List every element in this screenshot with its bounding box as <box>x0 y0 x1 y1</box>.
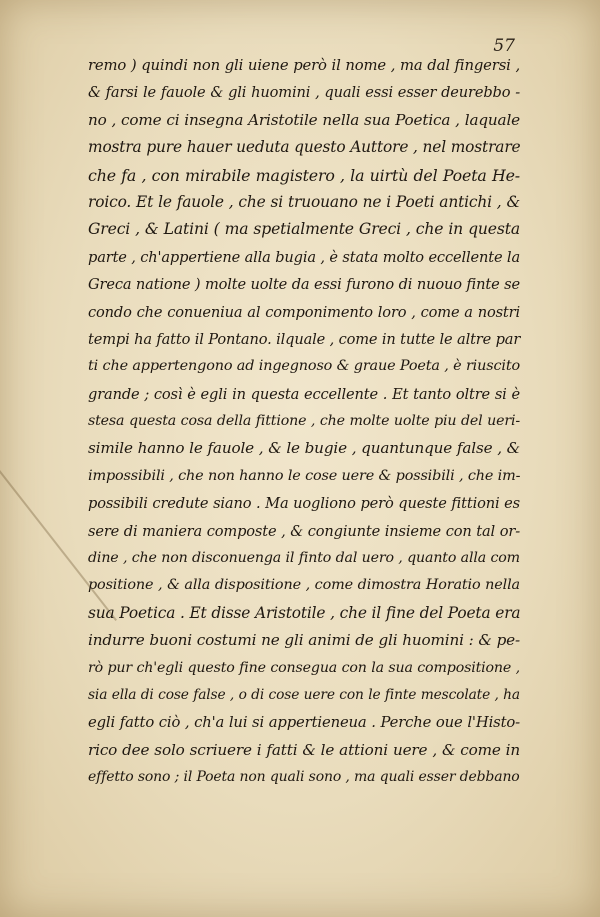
text-line: effetto sono ; il Poeta non quali sono , ma quali esser debbano <box>88 769 520 786</box>
page-number: 57 <box>493 36 515 56</box>
text-line: egli fatto ciò , ch'a lui si appertieneua . Perche oue l'Histo- <box>88 714 520 732</box>
text-line: impossibili , che non hanno le cose uere & possibili , che im- <box>88 467 521 484</box>
text-line: sia ella di cose false , o di cose uere con le finte mescolate , ha <box>88 686 520 703</box>
text-line: ti che appertengono ad ingegnoso & graue Poeta , è riuscito <box>88 358 520 375</box>
text-line: roico. Et le fauole , che si truouano ne i Poeti antichi , & <box>88 192 520 211</box>
text-line: Greci , & Latini ( ma spetialmente Greci , che in questa <box>88 220 520 239</box>
text-line: Greca natione ) molte uolte da essi furono di nuouo finte se <box>88 276 520 294</box>
text-line: sere di maniera composte , & congiunte insieme con tal or- <box>88 522 520 540</box>
text-line: grande ; così è egli in questa eccellente . Et tanto oltre si è <box>88 385 520 403</box>
text-block <box>88 52 520 792</box>
text-line: positione , & alla dispositione , come dimostra Horatio nella <box>88 577 520 594</box>
text-line: parte , ch'appertiene alla bugia , è stata molto eccellente la <box>88 248 520 266</box>
text-line: tempi ha fatto il Pontano. ilquale , come in tutte le altre par <box>88 330 521 348</box>
text-line: remo ) quindi non gli uiene però il nome , ma dal fingersi , <box>88 57 520 74</box>
text-line: rò pur ch'egli questo fine consegua con la sua compositione , <box>88 659 520 676</box>
text-line: indurre buoni costumi ne gli animi de gli huomini : & pe- <box>88 631 520 650</box>
text-line: possibili credute siano . Ma uogliono però queste fittioni es <box>88 495 520 513</box>
text-line: stesa questa cosa della fittione , che molte uolte piu del ueri- <box>88 413 520 430</box>
text-line: condo che conueniua al componimento loro , come a nostri <box>88 303 520 321</box>
text-line: simile hanno le fauole , & le bugie , quantunque false , & <box>88 439 520 458</box>
text-line: dine , che non disconuenga il finto dal uero , quanto alla com <box>88 550 520 567</box>
text-line: mostra pure hauer ueduta questo Auttore , nel mostrare <box>88 138 521 157</box>
text-line: rico dee solo scriuere i fatti & le attioni uere , & come in <box>88 740 520 759</box>
text-line: & farsi le fauole & gli huomini , quali essi esser deurebbo - <box>88 84 520 102</box>
text-line: no , come ci insegna Aristotile nella sua Poetica , laquale <box>88 110 520 129</box>
text-line: sua Poetica . Et disse Aristotile , che il fine del Poeta era <box>88 603 521 622</box>
text-line: che fa , con mirabile magistero , la uirtù del Poeta He- <box>88 165 520 185</box>
